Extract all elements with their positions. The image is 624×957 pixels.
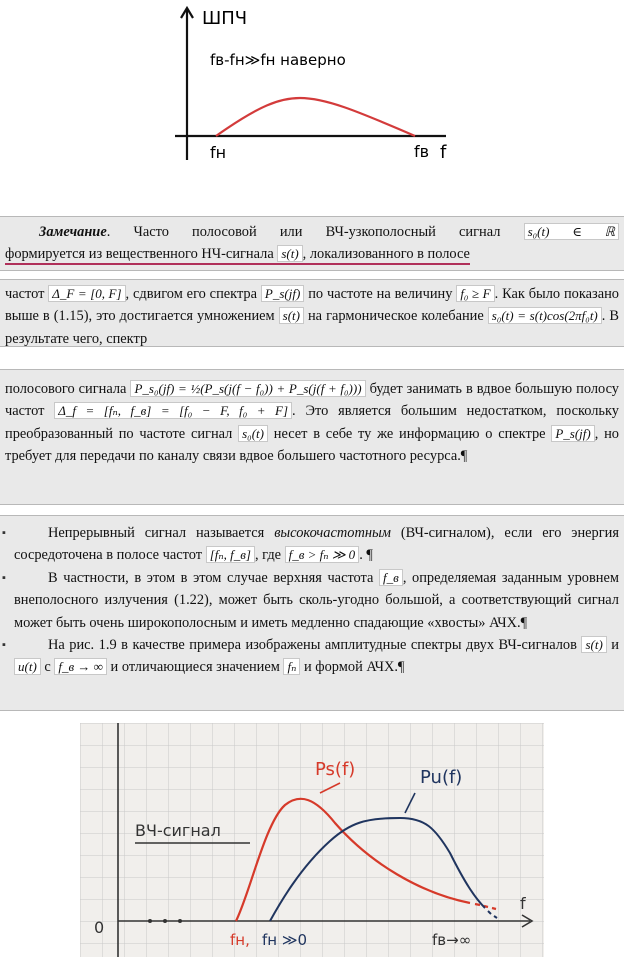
p2-text-a: В частности, в этом в этом случае верхняя частота bbox=[48, 569, 374, 586]
formula-st-2: s(t) bbox=[279, 307, 304, 324]
formula-fv-inf: f_в → ∞ bbox=[54, 658, 107, 675]
b2-text-a: частот bbox=[5, 286, 45, 302]
formula-s0: s₀(t) ∈ ℝ bbox=[524, 223, 619, 240]
formula-s0t: s₀(t) bbox=[238, 425, 268, 442]
bullet-3: ▪ bbox=[2, 639, 6, 652]
formula-ut: u(t) bbox=[14, 658, 41, 675]
formula-Psjf: P_s(jf) bbox=[551, 425, 594, 442]
label-fn-red: fн, bbox=[230, 931, 250, 949]
b2-text-g: . В результате чего, спектр bbox=[5, 308, 619, 347]
b3-text-c: . Это является большим недостатком, поскольку преобразованный по частоте сигнал bbox=[5, 403, 619, 442]
formula-st: s(t) bbox=[277, 245, 302, 262]
paragraph-definition bbox=[0, 522, 624, 567]
remark-text-b: формируется из вещественного НЧ-сигнала bbox=[5, 246, 274, 263]
tick-fn: fн bbox=[210, 143, 227, 162]
remark-block-1 bbox=[0, 216, 624, 271]
label-pu: Pu(f) bbox=[420, 767, 463, 788]
p3-text-c: и формой АЧХ.¶ bbox=[303, 659, 405, 676]
formula-band-2: [fₙ, f_в] bbox=[206, 546, 255, 563]
remark-text-a: . Часто полосовой или ВЧ-узкополосный сигнал bbox=[106, 224, 501, 240]
formula-ineq: f_в > fₙ ≫ 0 bbox=[285, 546, 360, 563]
formula-st-3: s(t) bbox=[581, 636, 606, 653]
label-ps: Ps(f) bbox=[315, 759, 356, 780]
formula-f0: f₀ ≥ F bbox=[456, 285, 494, 302]
graph-photo bbox=[80, 723, 544, 957]
b3-text-a: полосового сигнала bbox=[5, 381, 127, 397]
b3-text-e: , но требует для передачи по каналу связи вдвое большего частотного ресурса.¶ bbox=[5, 425, 619, 465]
p2-text-b: , определяемая заданным уровнем внеполосного излучения (1.22), может быть сколь-угодно большой, а соответствующий сигнал может быть очень широкополосным и иметь медленно спадающие «хвосты» АЧХ.¶ bbox=[14, 569, 619, 631]
x-axis-label: f bbox=[440, 142, 447, 163]
paragraph-upper-freq bbox=[0, 567, 624, 634]
definition-block bbox=[0, 515, 624, 711]
bullet-1: ▪ bbox=[2, 527, 6, 539]
photo-x-label: f bbox=[520, 894, 526, 913]
b2-text-c: по частоте на величину bbox=[308, 286, 453, 302]
formula-prod: s₀(t) = s(t)cos(2πf₀t) bbox=[488, 307, 602, 324]
label-fv: fв→∞ bbox=[432, 931, 472, 949]
p3-text-a: На рис. 1.9 в качестве примера изображены амплитудные спектры двух ВЧ-сигналов bbox=[48, 637, 577, 654]
p1-text-a: Непрерывный сигнал называется bbox=[48, 525, 265, 541]
remark-block-3 bbox=[0, 369, 624, 505]
p1-text-b: (ВЧ-сигналом), если его энергия сосредоточена в полосе частот bbox=[14, 525, 619, 564]
sketch-title: ШПЧ bbox=[202, 8, 248, 29]
remark-text-c: , локализованного в полосе bbox=[302, 246, 470, 263]
formula-dF: Δ_F = [0, F] bbox=[48, 285, 125, 302]
p1-text-d: . ¶ bbox=[359, 547, 373, 564]
b3-text-d: несет в себе ту же информацию о спектре bbox=[273, 425, 546, 442]
spectrum-curve bbox=[216, 98, 415, 136]
origin-label: 0 bbox=[94, 918, 105, 937]
formula-fv: f_в bbox=[379, 569, 403, 586]
graph-sketch bbox=[80, 723, 544, 957]
p3-text-b: и отличающиеся значением bbox=[110, 659, 280, 676]
p1-term: высокочастотным bbox=[274, 525, 391, 541]
remark-block-2 bbox=[0, 279, 624, 347]
p1-text-c: , где bbox=[254, 547, 282, 564]
bullet-2: ▪ bbox=[2, 571, 6, 584]
formula-band: Δ_f = [fₙ, f_в] = [f₀ − F, f₀ + F] bbox=[54, 402, 292, 419]
formula-fn: fₙ bbox=[283, 658, 300, 675]
spectrum-sketch bbox=[150, 0, 480, 170]
paragraph-figure-ref bbox=[0, 634, 624, 679]
sketch-note: fв-fн≫fн наверно bbox=[210, 51, 346, 69]
b2-text-b: , сдвигом его спектра bbox=[125, 286, 258, 302]
formula-Ps0: P_s₀(jf) = ½(P_s(j(f − f₀)) + P_s(j(f + f₀))) bbox=[130, 380, 365, 397]
remark-lead: Замечание bbox=[39, 224, 107, 240]
p3-and: и bbox=[611, 637, 619, 654]
b2-text-e: на гармоническое колебание bbox=[307, 308, 484, 325]
label-fn-blue: fн ≫0 bbox=[262, 931, 308, 949]
tick-fv: fв bbox=[414, 142, 430, 161]
p3-with: с bbox=[44, 659, 51, 676]
b3-text-b: будет занимать в вдвое большую полосу частот bbox=[5, 381, 619, 420]
formula-Ps: P_s(jf) bbox=[261, 285, 304, 302]
label-vch: ВЧ-сигнал bbox=[135, 821, 221, 840]
b2-text-d: . Как было показано выше в (1.15), это достигается умножением bbox=[5, 286, 620, 325]
underlined-line bbox=[5, 246, 470, 265]
